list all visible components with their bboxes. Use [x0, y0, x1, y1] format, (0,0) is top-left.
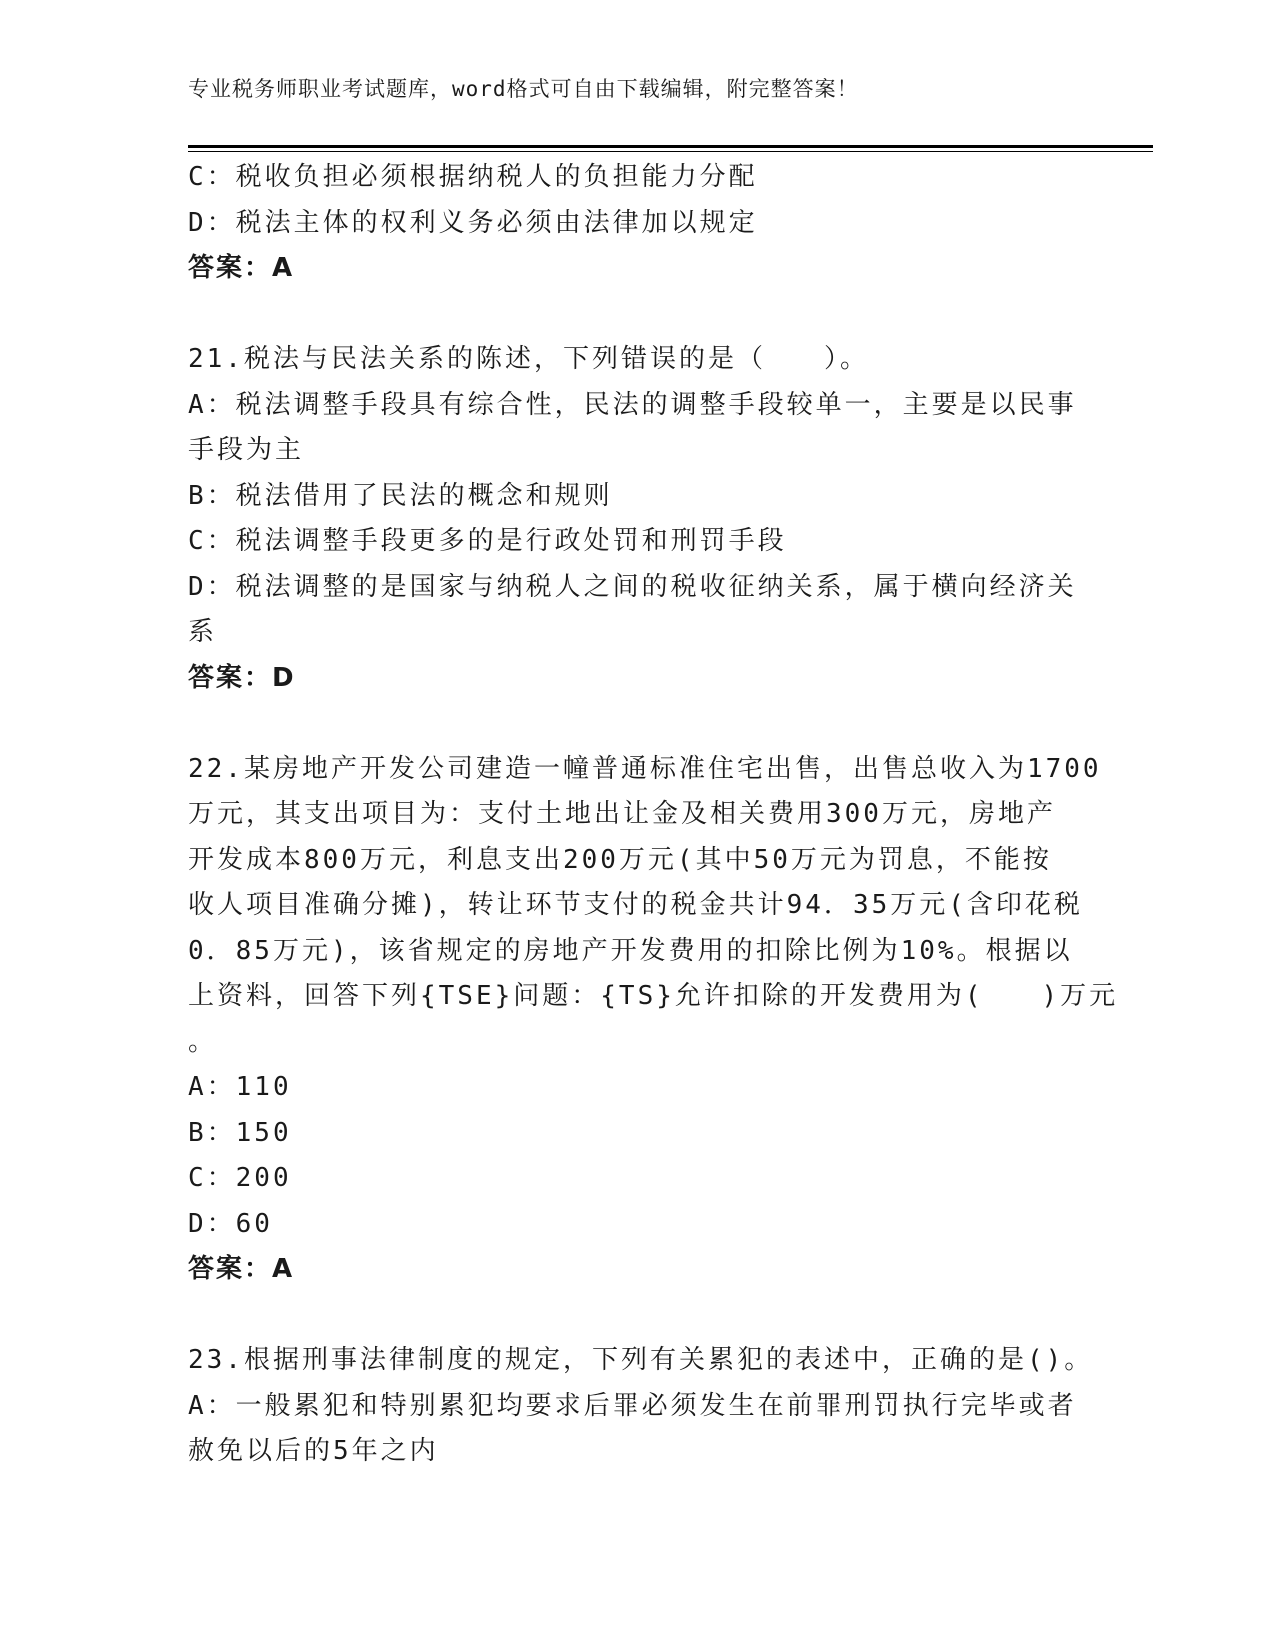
option-d-continued: 系 [188, 617, 218, 647]
option-d: D：税法主体的权利义务必须由法律加以规定 [188, 207, 758, 238]
option-b: B：150 [188, 1117, 292, 1148]
answer: 答案：A [188, 253, 295, 283]
option-a-continued: 手段为主 [188, 435, 305, 465]
answer: 答案：D [188, 662, 296, 693]
question-stem-line: 万元，其支出项目为：支付土地出让金及相关费用300万元，房地产 [188, 799, 1056, 829]
option-d: D：税法调整的是国家与纳税人之间的税收征纳关系，属于横向经济关 [188, 571, 1077, 602]
header-rule-thin [188, 151, 1153, 152]
answer: 答案：A [188, 1254, 295, 1284]
question-stem-line: 0．85万元)，该省规定的房地产开发费用的扣除比例为10%。根据以 [188, 935, 1073, 966]
question-stem-line: 上资料，回答下列{TSE}问题：{TS}允许扣除的开发费用为( )万元 [188, 981, 1119, 1011]
option-c: C：税法调整手段更多的是行政处罚和刑罚手段 [188, 526, 787, 556]
header-rule-thick [188, 145, 1153, 148]
option-a: A：一般累犯和特别累犯均要求后罪必须发生在前罪刑罚执行完毕或者 [188, 1390, 1077, 1421]
question-stem: 21.税法与民法关系的陈述，下列错误的是（ ）。 [188, 344, 869, 374]
option-a: A：110 [188, 1072, 292, 1102]
option-c: C：税收负担必须根据纳税人的负担能力分配 [188, 162, 758, 192]
option-b: B：税法借用了民法的概念和规则 [188, 480, 613, 511]
option-c: C：200 [188, 1163, 292, 1193]
question-stem-line: 收人项目准确分摊)，转让环节支付的税金共计94．35万元(含印花税 [188, 890, 1083, 920]
question-stem-line: 22.某房地产开发公司建造一幢普通标准住宅出售，出售总收入为1700 [188, 753, 1102, 784]
spacer [188, 292, 1068, 338]
question-stem-line: 开发成本800万元，利息支出200万元(其中50万元为罚息，不能按 [188, 844, 1052, 875]
question-23 [188, 1338, 1094, 1475]
option-a: A：税法调整手段具有综合性，民法的调整手段较单一，主要是以民事 [188, 389, 1077, 420]
spacer [188, 1293, 1068, 1339]
question-22 [188, 747, 1119, 1293]
question-21 [188, 337, 1077, 701]
question-stem-line: 。 [188, 1026, 218, 1057]
question-20-tail [188, 155, 1068, 292]
page-header: 专业税务师职业考试题库，word格式可自由下载编辑，附完整答案！ [188, 77, 859, 101]
option-a-continued: 赦免以后的5年之内 [188, 1436, 439, 1466]
question-content [188, 155, 1119, 1475]
question-stem: 23.根据刑事法律制度的规定，下列有关累犯的表述中，正确的是()。 [188, 1345, 1094, 1375]
option-d: D：60 [188, 1208, 273, 1239]
spacer [188, 701, 1068, 747]
